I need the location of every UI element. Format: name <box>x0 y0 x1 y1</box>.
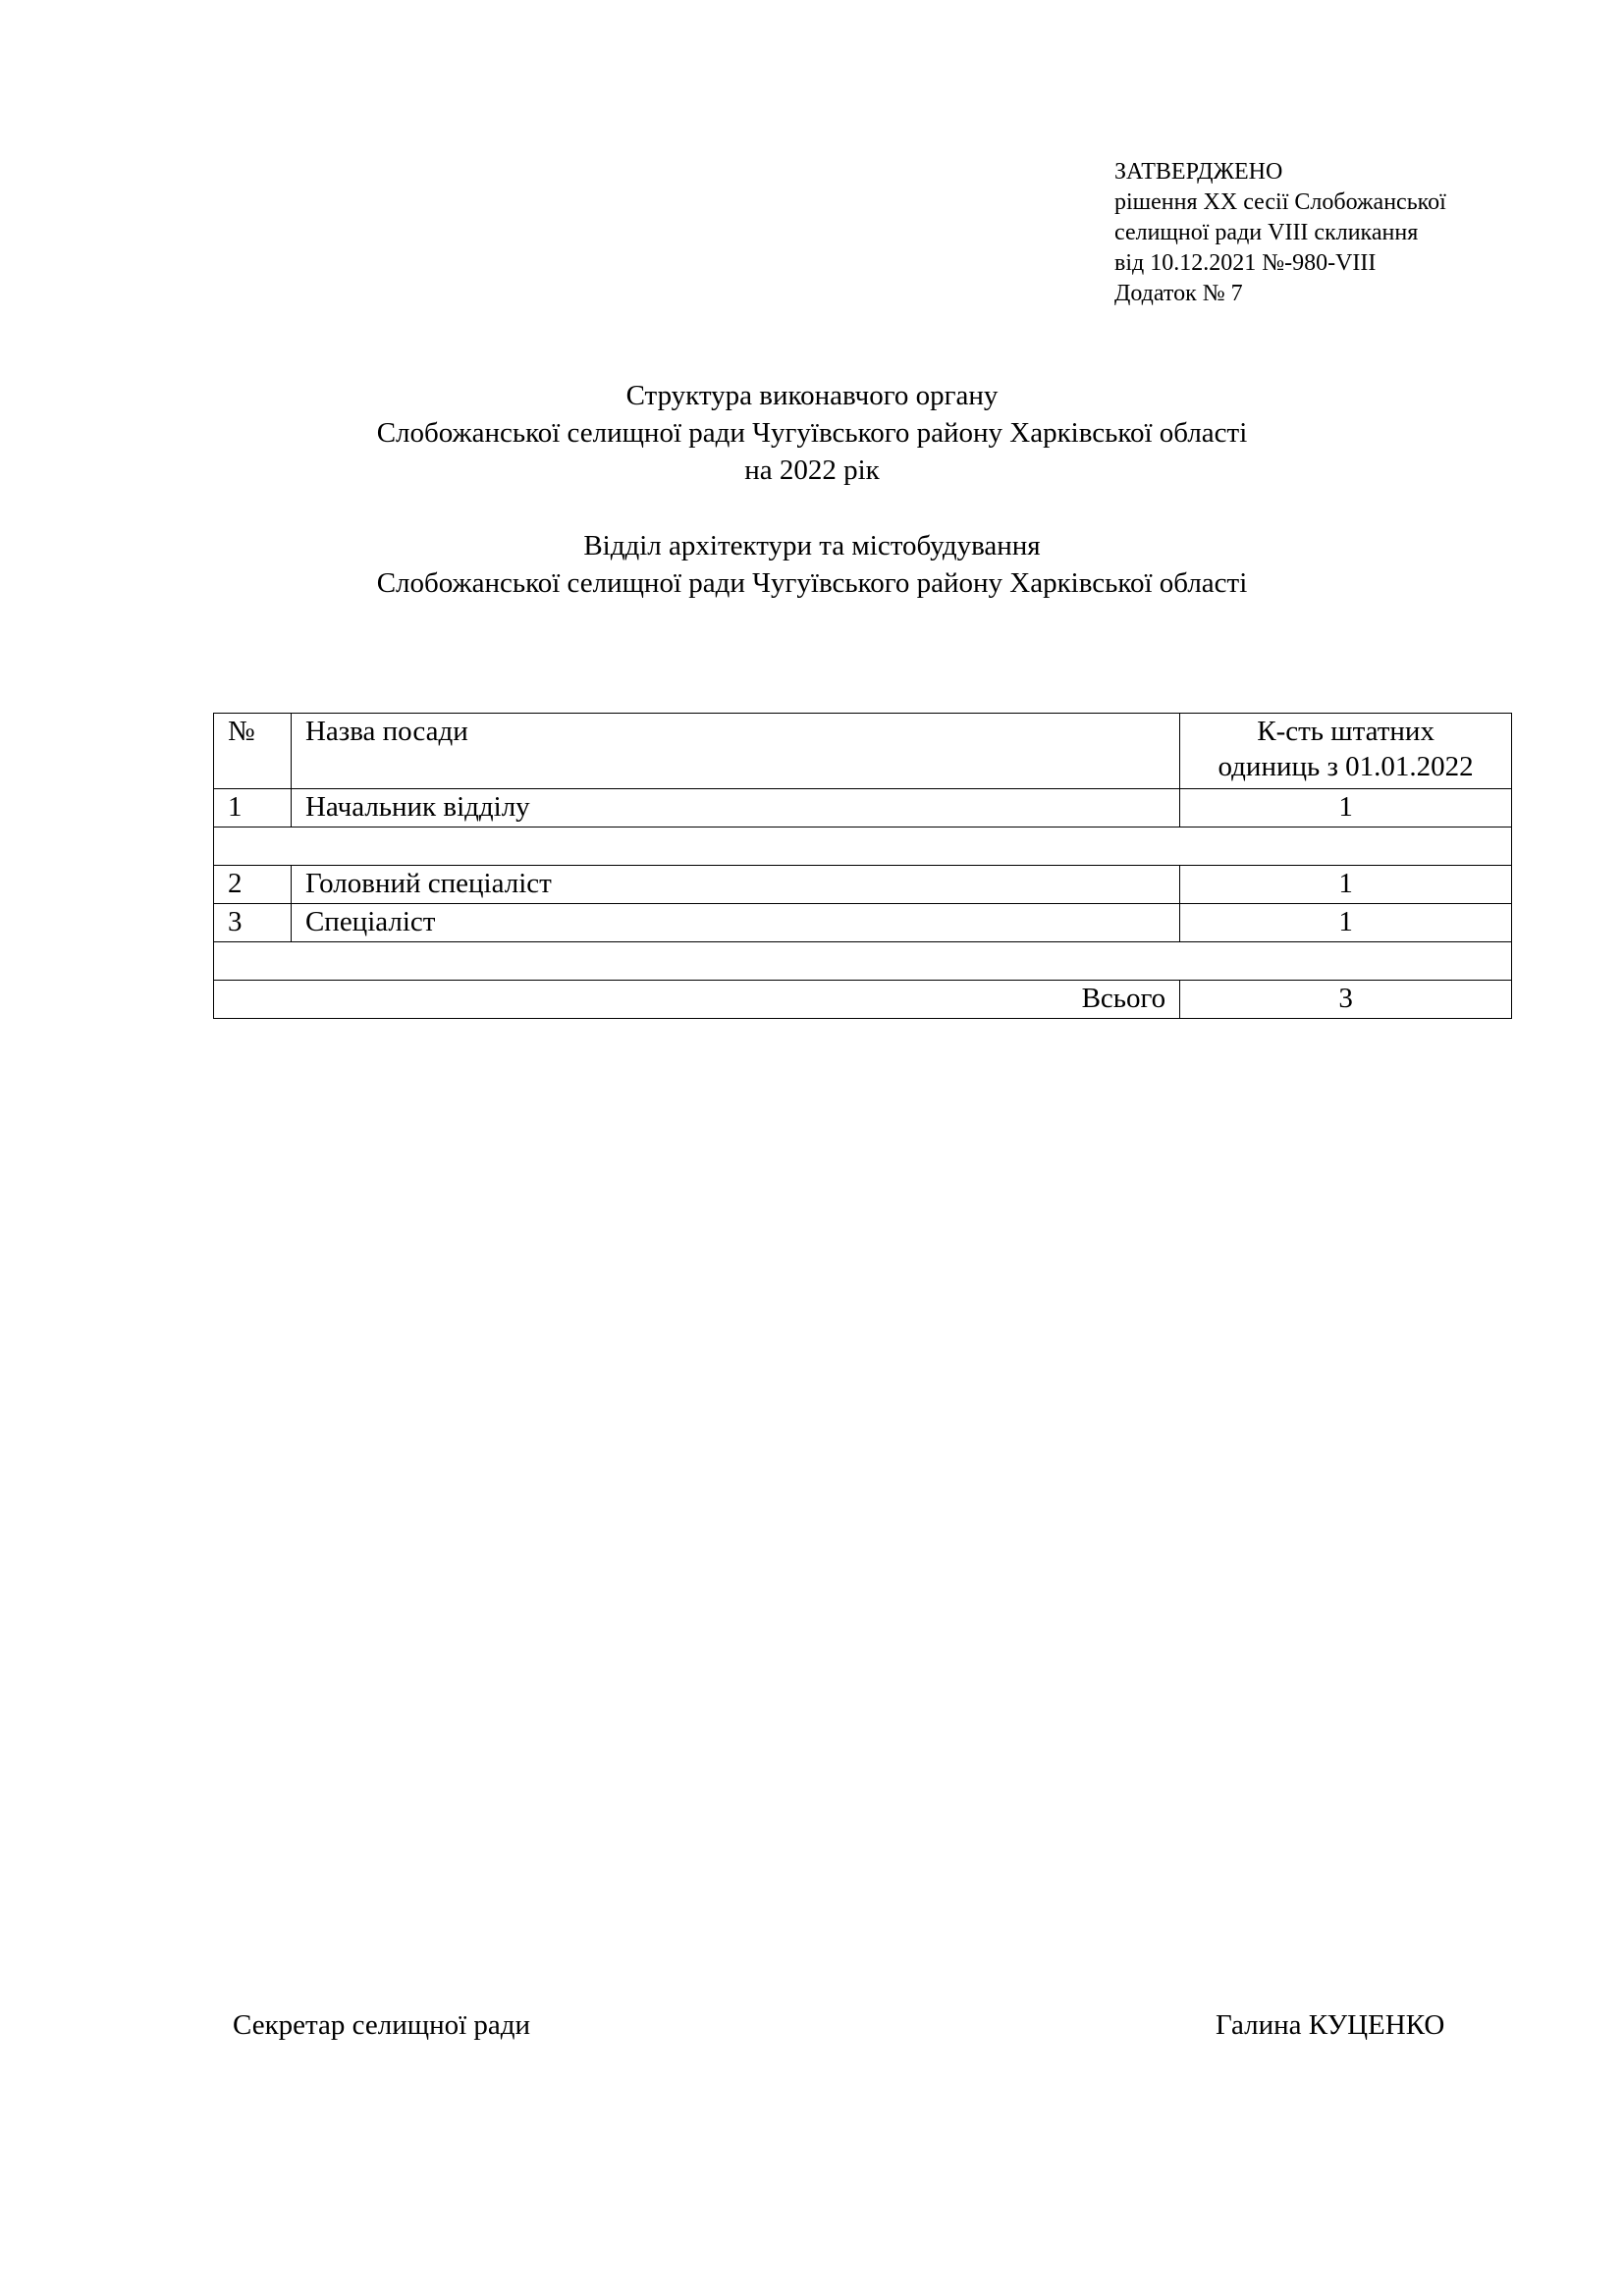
row-num: 2 <box>214 866 292 904</box>
total-label: Всього <box>214 981 1180 1019</box>
document-title <box>0 377 1624 489</box>
header-qty-line: одиниць з 01.01.2022 <box>1218 751 1474 782</box>
empty-cell <box>214 942 1512 981</box>
row-name: Головний спеціаліст <box>291 866 1179 904</box>
header-qty <box>1180 714 1512 789</box>
approval-decision: рішення XX сесії Слобожанської <box>1114 189 1446 215</box>
row-num: 1 <box>214 789 292 828</box>
table-header-row <box>214 714 1512 789</box>
empty-row <box>214 828 1512 866</box>
approval-date-number: від 10.12.2021 №-980-VIII <box>1114 250 1377 276</box>
signature-name: Галина КУЦЕНКО <box>1216 2009 1445 2041</box>
row-num: 3 <box>214 904 292 942</box>
signature-position: Секретар селищної ради <box>233 2009 531 2041</box>
row-qty: 1 <box>1180 789 1512 828</box>
empty-cell <box>214 828 1512 866</box>
staff-table <box>213 713 1512 1019</box>
row-name: Начальник відділу <box>291 789 1179 828</box>
approval-appendix: Додаток № 7 <box>1114 281 1243 306</box>
table-row <box>214 789 1512 828</box>
empty-row <box>214 942 1512 981</box>
title-line: Слобожанської селищної ради Чугуївського району Харківської області <box>376 417 1248 449</box>
row-name: Спеціаліст <box>291 904 1179 942</box>
title-line: Структура виконавчого органу <box>625 380 999 411</box>
department-title <box>0 527 1624 602</box>
approval-heading: ЗАТВЕРДЖЕНО <box>1114 159 1283 185</box>
department-line: Слобожанської селищної ради Чугуївського району Харківської області <box>376 567 1248 599</box>
approval-stamp <box>1114 157 1446 309</box>
header-num: № <box>214 714 292 789</box>
row-qty: 1 <box>1180 866 1512 904</box>
table-row <box>214 866 1512 904</box>
total-row <box>214 981 1512 1019</box>
approval-council: селищної ради VIII скликання <box>1114 220 1419 245</box>
header-qty-line: К-сть штатних <box>1257 716 1435 747</box>
title-line: на 2022 рік <box>744 454 880 486</box>
table-row <box>214 904 1512 942</box>
row-qty: 1 <box>1180 904 1512 942</box>
header-name: Назва посади <box>291 714 1179 789</box>
total-qty: 3 <box>1180 981 1512 1019</box>
department-line: Відділ архітектури та містобудування <box>583 530 1041 561</box>
